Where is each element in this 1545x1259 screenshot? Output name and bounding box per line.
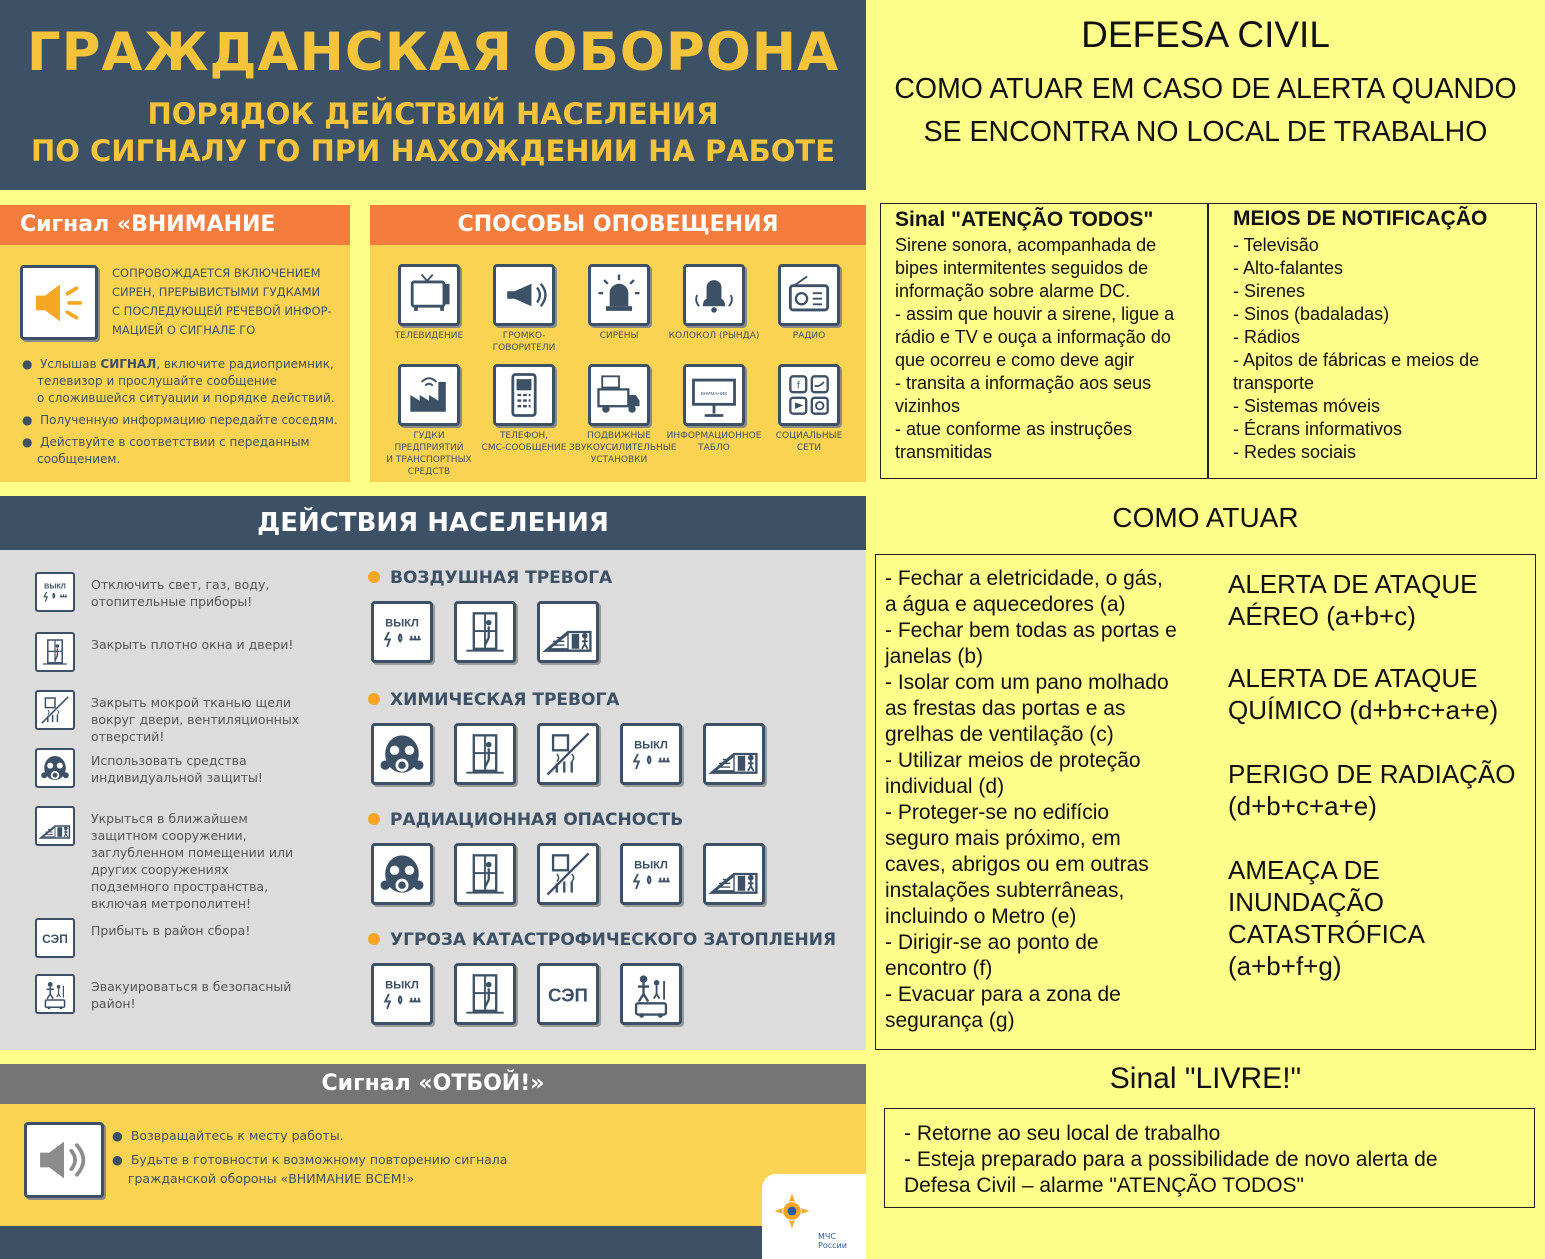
action-text-line: Эвакуироваться в безопасный (91, 979, 292, 994)
text-line: - Sistemas móveis (1233, 396, 1381, 416)
svg-text:ВЫКЛ: ВЫКЛ (634, 859, 668, 872)
text-line: individual (d) (885, 775, 1005, 798)
switch-off-icon (371, 601, 433, 663)
switch-off-icon (35, 572, 75, 612)
alert-combo (1228, 758, 1516, 822)
table-divider (1207, 203, 1209, 479)
method-caption (664, 330, 764, 342)
gas-mask-icon (371, 723, 433, 785)
action-text-line: отопительные приборы! (91, 594, 253, 609)
pt-free-text (904, 1121, 1438, 1199)
poster-subtitle (0, 96, 866, 170)
speaker-icon (24, 1122, 104, 1198)
shelter-icon (35, 806, 75, 846)
action-text-line: отверстий! (91, 729, 165, 744)
action-text-line: Укрыться в ближайшем (91, 811, 248, 826)
text-line: - Sinos (badaladas) (1233, 304, 1390, 324)
alert-combo (1228, 662, 1498, 726)
method-caption (474, 430, 574, 454)
sep-icon (35, 918, 75, 958)
method-caption (379, 330, 479, 342)
text-line: Defesa Civil – alarme "ATENÇÃO TODOS" (904, 1174, 1305, 1197)
shelter-icon (537, 601, 599, 663)
scenario-title-text: УГРОЗА КАТАСТРОФИЧЕСКОГО ЗАТОПЛЕНИЯ (390, 930, 837, 950)
action-text (91, 694, 299, 745)
action-text (91, 978, 291, 1012)
signal-bullet-text: , включите радиоприемник, (156, 357, 334, 371)
otboi-instructions (112, 1126, 507, 1188)
method-caption-line: ТАБЛО (698, 443, 730, 453)
text-line: - atue conforme as instruções (895, 419, 1133, 439)
pt-signal-text (895, 234, 1174, 464)
method-caption (759, 430, 859, 454)
otboi-bullet-text: Возвращайтесь к месту работы. (130, 1128, 344, 1143)
scenario-title (368, 690, 619, 710)
signal-bullet-text: о сложившейся ситуации и порядке действий. (37, 391, 335, 405)
text-line: vizinhos (895, 396, 961, 416)
methods-band: СПОСОБЫ ОПОВЕЩЕНИЯ (370, 205, 866, 245)
text-line: - Retorne ao seu local de trabalho (904, 1122, 1221, 1145)
close-windows-icon (35, 632, 75, 672)
text-line: - Proteger-se no edifício (885, 801, 1110, 824)
method-caption-line: КОЛОКОЛ (РЫНДА) (668, 331, 760, 341)
method-caption-line: СРЕДСТВ (407, 467, 451, 477)
poster-subtitle-line1: ПОРЯДОК ДЕЙСТВИЙ НАСЕЛЕНИЯ (147, 97, 719, 131)
actions-panel (0, 550, 866, 1050)
svg-text:ВЫКЛ: ВЫКЛ (385, 617, 419, 630)
text-line: - Dirigir-se ao ponto de (885, 931, 1099, 954)
action-text-line: Прибыть в район сбора! (91, 923, 251, 938)
action-text-line: подземного пространства, (91, 879, 269, 894)
text-line: - Evacuar para a zona de (885, 983, 1121, 1006)
alert-combo (1228, 568, 1478, 632)
text-line: rádio e TV e ouça a informação do (895, 327, 1171, 347)
radio-icon (778, 264, 840, 326)
pt-means-title: MEIOS DE NOTIFICAÇÃO (1233, 207, 1488, 230)
method-caption-line: СЕТИ (796, 443, 822, 453)
action-text-line: других сооружениях (91, 862, 229, 877)
method-caption-line: СОЦИАЛЬНЫЕ (775, 431, 843, 441)
signal-instructions (22, 356, 347, 468)
signal-description (112, 264, 332, 340)
svg-text:ВЫКЛ: ВЫКЛ (634, 739, 668, 752)
alert-combo-line: PERIGO DE RADIAÇÃO (1228, 759, 1516, 789)
alert-combo-line: (d+b+c+a+e) (1228, 791, 1377, 821)
text-line: - Televisão (1233, 235, 1319, 255)
method-caption-line: РАДИО (792, 331, 826, 341)
pt-free-title: Sinal "LIVRE!" (1109, 1062, 1302, 1095)
text-line: caves, abrigos ou em outras (885, 853, 1149, 876)
method-caption (474, 330, 574, 354)
action-text-line: включая метрополитен! (91, 896, 252, 911)
close-windows-icon (454, 723, 516, 785)
method-caption (664, 430, 764, 454)
bullet-dot-icon (368, 813, 380, 825)
signal-desc-line: МАЦИЕЙ О СИГНАЛЕ ГО (112, 323, 256, 337)
shelter-icon (703, 723, 765, 785)
alert-combo-line: AMEAÇA DE (1228, 855, 1380, 885)
alert-combo-line: ALERTA DE ATAQUE (1228, 569, 1478, 599)
text-line: bipes intermitentes seguidos de (895, 258, 1149, 278)
megaphone-icon (493, 264, 555, 326)
bell-icon (683, 264, 745, 326)
text-line: grelhas de ventilação (c) (885, 723, 1114, 746)
text-line: que ocorreu e como deve agir (895, 350, 1135, 370)
text-line: informação sobre alarme DC. (895, 281, 1131, 301)
text-line: - Redes sociais (1233, 442, 1357, 462)
otboi-bullet: ● Возвращайтесь к месту работы. (112, 1128, 344, 1143)
action-text-line: Закрыть плотно окна и двери! (91, 637, 294, 652)
alert-combo-line: (a+b+f+g) (1228, 951, 1342, 981)
action-text (91, 922, 250, 939)
svg-text:ВЫКЛ: ВЫКЛ (44, 581, 66, 591)
text-line: - Écrans informativos (1233, 419, 1403, 439)
signal-band: Сигнал «ВНИМАНИЕ (0, 205, 350, 245)
pt-how-title: COMO ATUAR (1112, 502, 1299, 533)
method-caption-line: ТЕЛЕВИДЕНИЕ (394, 331, 464, 341)
text-line: - Apitos de fábricas e meios de (1233, 350, 1480, 370)
speaker-icon (20, 265, 98, 340)
siren-icon (588, 264, 650, 326)
text-line: - Utilizar meios de proteção (885, 749, 1141, 772)
seal-gaps-icon (537, 843, 599, 905)
scenario-title (368, 568, 612, 588)
alert-combo-line: QUÍMICO (d+b+c+a+e) (1228, 695, 1499, 725)
switch-off-icon (371, 963, 433, 1025)
text-line: as frestas das portas e as (885, 697, 1126, 720)
action-text-line: заглубленном помещении или (91, 845, 294, 860)
phone-icon (493, 364, 555, 426)
text-line: transmitidas (895, 442, 993, 462)
otboi-bullet: ● Будьте в готовности к возможному повторению сигнала гражданской обороны «ВНИМАНИЕ ВСЕМ!» (112, 1152, 508, 1186)
text-line: transporte (1233, 373, 1315, 393)
signal-bullet: ● Полученную информацию передайте соседям. (22, 413, 338, 427)
signal-desc-line: СИРЕН, ПРЕРЫВИСТЫМИ ГУДКАМИ (112, 285, 321, 299)
text-line: encontro (f) (885, 957, 993, 980)
switch-off-icon (620, 843, 682, 905)
method-caption-line: УСТАНОВКИ (590, 455, 648, 465)
text-line: segurança (g) (885, 1009, 1015, 1032)
method-caption-line: СМС-СООБЩЕНИЕ (481, 443, 567, 453)
alert-combo-line: INUNDAÇÃO (1228, 887, 1385, 917)
pt-title: DEFESA CIVIL (1081, 14, 1330, 55)
signal-bullet: ● Действуйте в соответствии с переданным сообщением. (22, 435, 310, 466)
alert-combo (1228, 854, 1425, 982)
method-caption (569, 430, 677, 466)
action-text-line: Закрыть мокрой тканью щели (91, 695, 292, 710)
text-line: janelas (b) (885, 645, 984, 668)
poster-subtitle-line2: ПО СИГНАЛУ ГО ПРИ НАХОЖДЕНИИ НА РАБОТЕ (30, 134, 836, 168)
bullet-dot-icon (368, 693, 380, 705)
method-caption-line: ТЕЛЕФОН, (499, 431, 549, 441)
actions-band: ДЕЙСТВИЯ НАСЕЛЕНИЯ (0, 496, 866, 550)
seal-gaps-icon (35, 690, 75, 730)
switch-off-icon (620, 723, 682, 785)
action-text (91, 576, 269, 610)
method-caption-line: ПОДВИЖНЫЕ (587, 431, 651, 441)
method-caption-line: ИНФОРМАЦИОННОЕ (666, 431, 762, 441)
action-text-line: вокруг двери, вентиляционных (91, 712, 300, 727)
svg-text:ВЫКЛ: ВЫКЛ (385, 979, 419, 992)
method-caption-line: ГРОМКО- (502, 331, 546, 341)
text-line: - Rádios (1233, 327, 1301, 347)
text-line: - Alto-falantes (1233, 258, 1344, 278)
scenario-title-text: ВОЗДУШНАЯ ТРЕВОГА (390, 568, 613, 588)
pt-signal-title: Sinal "ATENÇÃO TODOS" (895, 208, 1154, 231)
scenario-title (368, 930, 836, 950)
alert-combo-line: ALERTA DE ATAQUE (1228, 663, 1478, 693)
method-caption-line: СИРЕНЫ (599, 331, 639, 341)
otboi-bullet-text: Будьте в готовности к возможному повторению сигнала (130, 1152, 508, 1167)
footer-band (0, 1226, 866, 1259)
gas-mask-icon (371, 843, 433, 905)
text-line: instalações subterrâneas, (885, 879, 1125, 902)
text-line: Sirene sonora, acompanhada de (895, 235, 1157, 255)
method-caption (759, 330, 859, 342)
action-text-line: защитном сооружении, (91, 828, 247, 843)
action-text-line: Отключить свет, газ, воду, (91, 577, 270, 592)
action-text-line: Использовать средства (91, 753, 247, 768)
action-text (91, 810, 293, 912)
signal-bullet-text: Услышав (40, 357, 101, 371)
social-icon (778, 364, 840, 426)
signal-bullet-text: телевизор и прослушайте сообщение (37, 374, 277, 388)
pt-subtitle-line1: COMO ATUAR EM CASO DE ALERTA QUANDO (894, 73, 1517, 105)
text-line: - Fechar a eletricidade, o gás, (885, 567, 1163, 590)
shelter-icon (703, 843, 765, 905)
board-icon (683, 364, 745, 426)
alert-combo-line: AÉREO (a+b+c) (1228, 601, 1416, 631)
text-line: a água e aquecedores (a) (885, 593, 1126, 616)
text-line: - transita a informação aos seus (895, 373, 1152, 393)
portuguese-translation (866, 0, 1545, 1259)
signal-desc-line: С ПОСЛЕДУЮЩЕЙ РЕЧЕВОЙ ИНФОР- (112, 304, 332, 318)
svg-text:f: f (796, 380, 800, 392)
alert-combo-line: CATASTRÓFICA (1228, 919, 1425, 949)
scenario-title-text: РАДИАЦИОННАЯ ОПАСНОСТЬ (390, 810, 684, 830)
factory-icon (398, 364, 460, 426)
signal-bullet-text: сообщением. (37, 452, 121, 466)
evacuate-icon (620, 963, 682, 1025)
scenario-title-text: ХИМИЧЕСКАЯ ТРЕВОГА (390, 690, 620, 710)
text-line: incluindo o Metro (e) (885, 905, 1077, 928)
text-line: - assim que houvir a sirene, ligue a (895, 304, 1175, 324)
signal-desc-line: СОПРОВОЖДАЕТСЯ ВКЛЮЧЕНИЕМ (112, 266, 321, 280)
otboi-bullet-text: гражданской обороны «ВНИМАНИЕ ВСЕМ!» (127, 1171, 415, 1186)
method-caption (379, 430, 479, 478)
signal-bullet-bold: СИГНАЛ (100, 357, 157, 371)
method-caption-line: ГУДКИ ПРЕДПРИЯТИЙ (394, 431, 464, 453)
pt-means-text (1233, 234, 1479, 464)
seal-gaps-icon (537, 723, 599, 785)
action-text (91, 636, 293, 653)
svg-text:СЭП: СЭП (548, 984, 588, 1006)
scenario-title (368, 810, 683, 830)
svg-text:СЭП: СЭП (42, 931, 68, 946)
action-text-line: район! (91, 996, 136, 1011)
close-windows-icon (454, 843, 516, 905)
mchs-logo (762, 1174, 866, 1259)
action-text (91, 752, 263, 786)
pt-subtitle-line2: SE ENCONTRA NO LOCAL DE TRABALHO (923, 116, 1488, 148)
text-line: - Sirenes (1233, 281, 1306, 301)
otboi-band: Сигнал «ОТБОЙ!» (0, 1064, 866, 1104)
close-windows-icon (454, 601, 516, 663)
mchs-emblem-icon (770, 1184, 814, 1238)
sep-icon (537, 963, 599, 1025)
truck-icon (588, 364, 650, 426)
text-line: - Fechar bem todas as portas e (885, 619, 1177, 642)
close-windows-icon (454, 963, 516, 1025)
bullet-dot-icon (368, 571, 380, 583)
text-line: - Esteja preparado para a possibilidade de novo alerta de (904, 1148, 1438, 1171)
evacuate-icon (35, 974, 75, 1014)
tv-icon (398, 264, 460, 326)
signal-bullet-text: Действуйте в соответствии с переданным (40, 435, 310, 449)
svg-text:ВНИМАНИЕ: ВНИМАНИЕ (700, 391, 728, 396)
pt-how-text (885, 566, 1177, 1034)
poster-title: ГРАЖДАНСКАЯ ОБОРОНА (26, 22, 840, 83)
method-caption-line: И ТРАНСПОРТНЫХ (386, 455, 472, 465)
logo-text: МЧС России (818, 1232, 847, 1250)
pt-subtitle (866, 68, 1545, 154)
signal-bullet: ● Услышав СИГНАЛ, включите радиоприемник, телевизор и прослушайте сообщение о сложившейся ситуации и порядке действий. (22, 357, 335, 405)
text-line: - Isolar com um pano molhado (885, 671, 1169, 694)
action-text-line: индивидуальной защиты! (91, 770, 263, 785)
bullet-dot-icon (368, 933, 380, 945)
method-caption-line: ЗВУКОУСИЛИТЕЛЬНЫЕ (569, 443, 677, 453)
signal-bullet-text: Полученную информацию передайте соседям. (40, 413, 338, 427)
method-caption-line: ГОВОРИТЕЛИ (492, 343, 556, 353)
text-line: seguro mais próximo, em (885, 827, 1121, 850)
method-caption (569, 330, 669, 342)
gas-mask-icon (35, 748, 75, 788)
